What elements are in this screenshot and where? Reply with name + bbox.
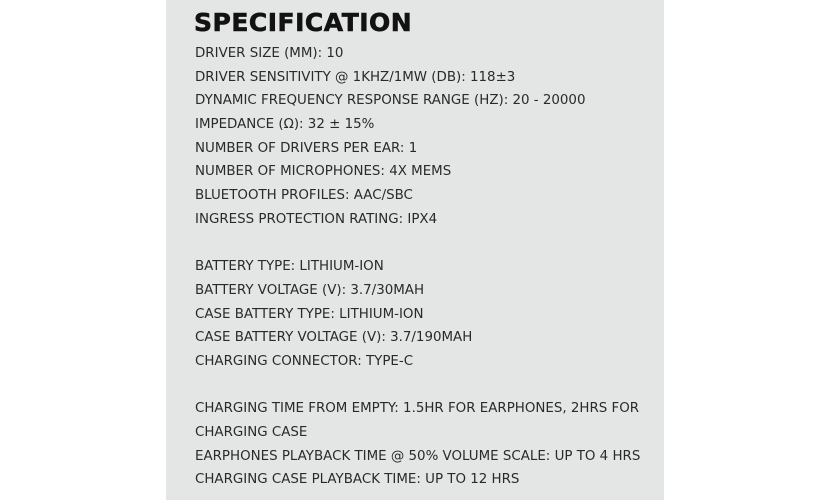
spec-charging-time: CHARGING TIME FROM EMPTY: 1.5HR FOR EARPHONES, 2HRS FOR [195, 401, 640, 417]
spec-list [195, 42, 664, 492]
spec-charging-time-continued: CHARGING CASE [195, 425, 308, 440]
spec-ingress-rating: INGRESS PROTECTION RATING: IPX4 [195, 211, 438, 227]
specification-panel [166, 0, 664, 500]
spec-case-battery-voltage: CASE BATTERY VOLTAGE (V): 3.7/190MAH [195, 330, 473, 346]
spec-battery-type: BATTERY TYPE: LITHIUM-ION [195, 259, 384, 275]
spacer [195, 374, 664, 398]
spec-driver-size: DRIVER SIZE (MM): 10 [195, 46, 344, 61]
spec-charging-connector: CHARGING CONNECTOR: TYPE-C [195, 353, 414, 369]
spacer [195, 232, 664, 256]
spec-earphones-playback: EARPHONES PLAYBACK TIME @ 50% VOLUME SCALE: UP TO 4 HRS [195, 448, 641, 464]
spec-driver-sensitivity: DRIVER SENSITIVITY @ 1KHZ/1MW (DB): 118±3 [195, 69, 516, 85]
spec-bluetooth-profiles: BLUETOOTH PROFILES: AAC/SBC [195, 188, 413, 204]
spec-case-battery-type: CASE BATTERY TYPE: LITHIUM-ION [195, 306, 424, 322]
spec-impedance: IMPEDANCE (Ω): 32 ± 15% [195, 117, 375, 133]
spec-title: SPECIFICATION [194, 8, 413, 37]
spec-frequency-response: DYNAMIC FREQUENCY RESPONSE RANGE (HZ): 20 - 20000 [195, 93, 586, 109]
spec-drivers-per-ear: NUMBER OF DRIVERS PER EAR: 1 [195, 140, 418, 156]
spec-microphones: NUMBER OF MICROPHONES: 4X MEMS [195, 164, 452, 180]
spec-battery-voltage: BATTERY VOLTAGE (V): 3.7/30MAH [195, 282, 425, 298]
spec-case-playback: CHARGING CASE PLAYBACK TIME: UP TO 12 HRS [195, 472, 520, 488]
